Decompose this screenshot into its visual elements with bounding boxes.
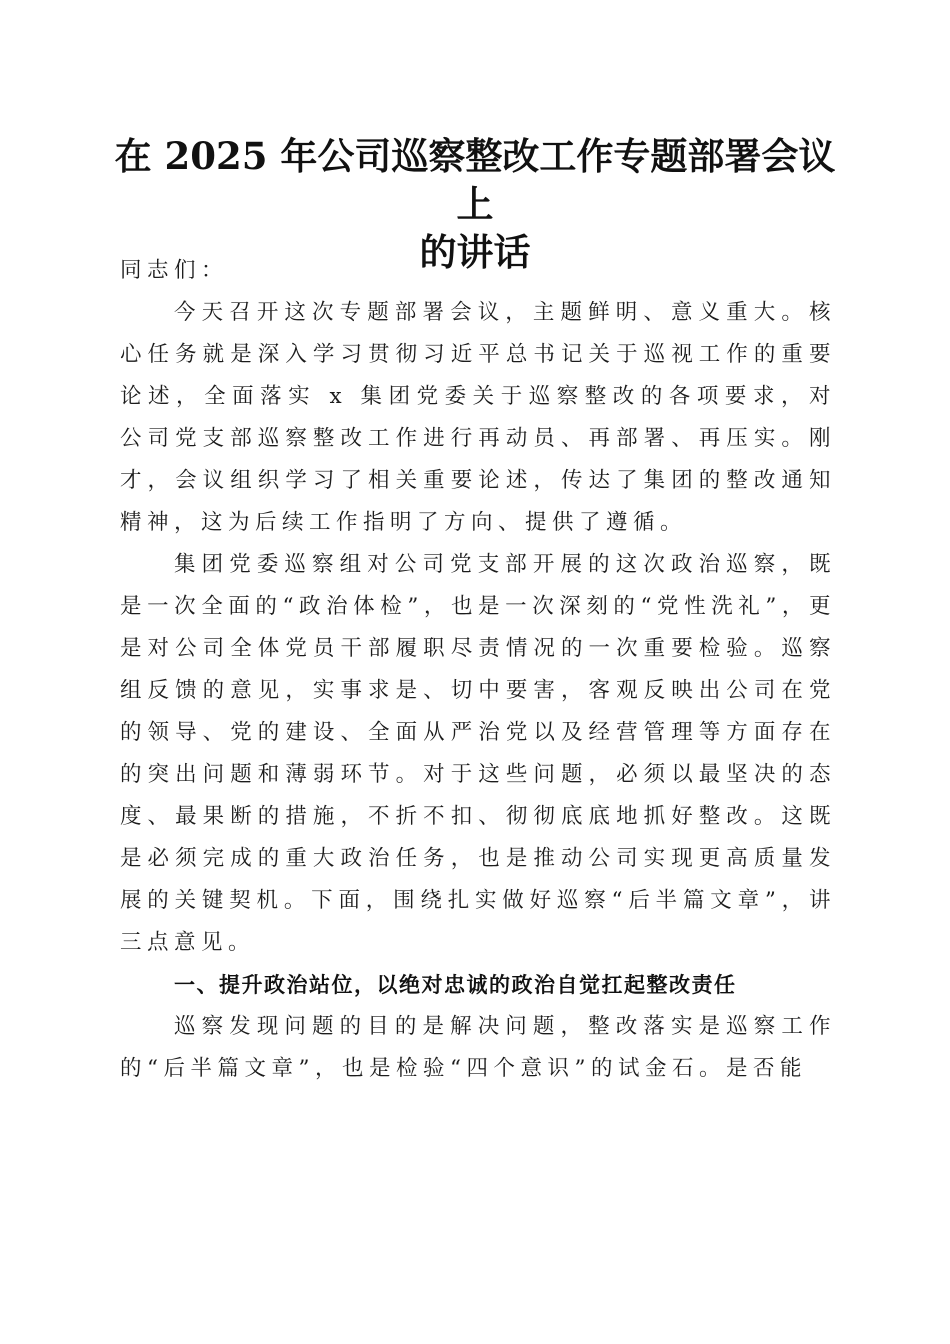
salutation: 同志们： xyxy=(120,258,229,283)
paragraph-2: 集团党委巡察组对公司党支部开展的这次政治巡察，既是一次全面的“政治体检”，也是一次深刻的“党性洗礼”，更是对公司全体党员干部履职尽责情况的一次重要检验。巡察组反馈的意见，实事求是、切中要害，客观反映出公司在党的领导、党的建设、全面从严治党以及经营管理等方面存在的突出问题和薄弱环节。对于这些问题，必须以最坚决的态度、最果断的措施，不折不扣、彻彻底底地抓好整改。这既是必须完成的重大政治任务，也是推动公司实现更高质量发展的关键契机。下面，围绕扎实做好巡察“后半篇文章”，讲三点意见。 xyxy=(120,552,836,955)
section-heading: 一、提升政治站位，以绝对忠诚的政治自觉扛起整改责任 xyxy=(174,973,737,997)
title-line-2: 的讲话 xyxy=(419,230,531,274)
document-body xyxy=(120,250,836,1090)
paragraph-1: 今天召开这次专题部署会议，主题鲜明、意义重大。核心任务就是深入学习贯彻习近平总书记关于巡视工作的重要论述，全面落实 x 集团党委关于巡察整改的各项要求，对公司党支部巡察整改工作进行再动员、再部署、再压实。刚才，会议组织学习了相关重要论述，传达了集团的整改通知精神，这为后续工作指明了方向、提供了遵循。 xyxy=(120,300,836,535)
title-line-1: 在 2025 年公司巡察整改工作专题部署会议上 xyxy=(114,134,836,226)
section-paragraph: 巡察发现问题的目的是解决问题，整改落实是巡察工作的“后半篇文章”，也是检验“四个意识”的试金石。是否能 xyxy=(120,1014,836,1081)
